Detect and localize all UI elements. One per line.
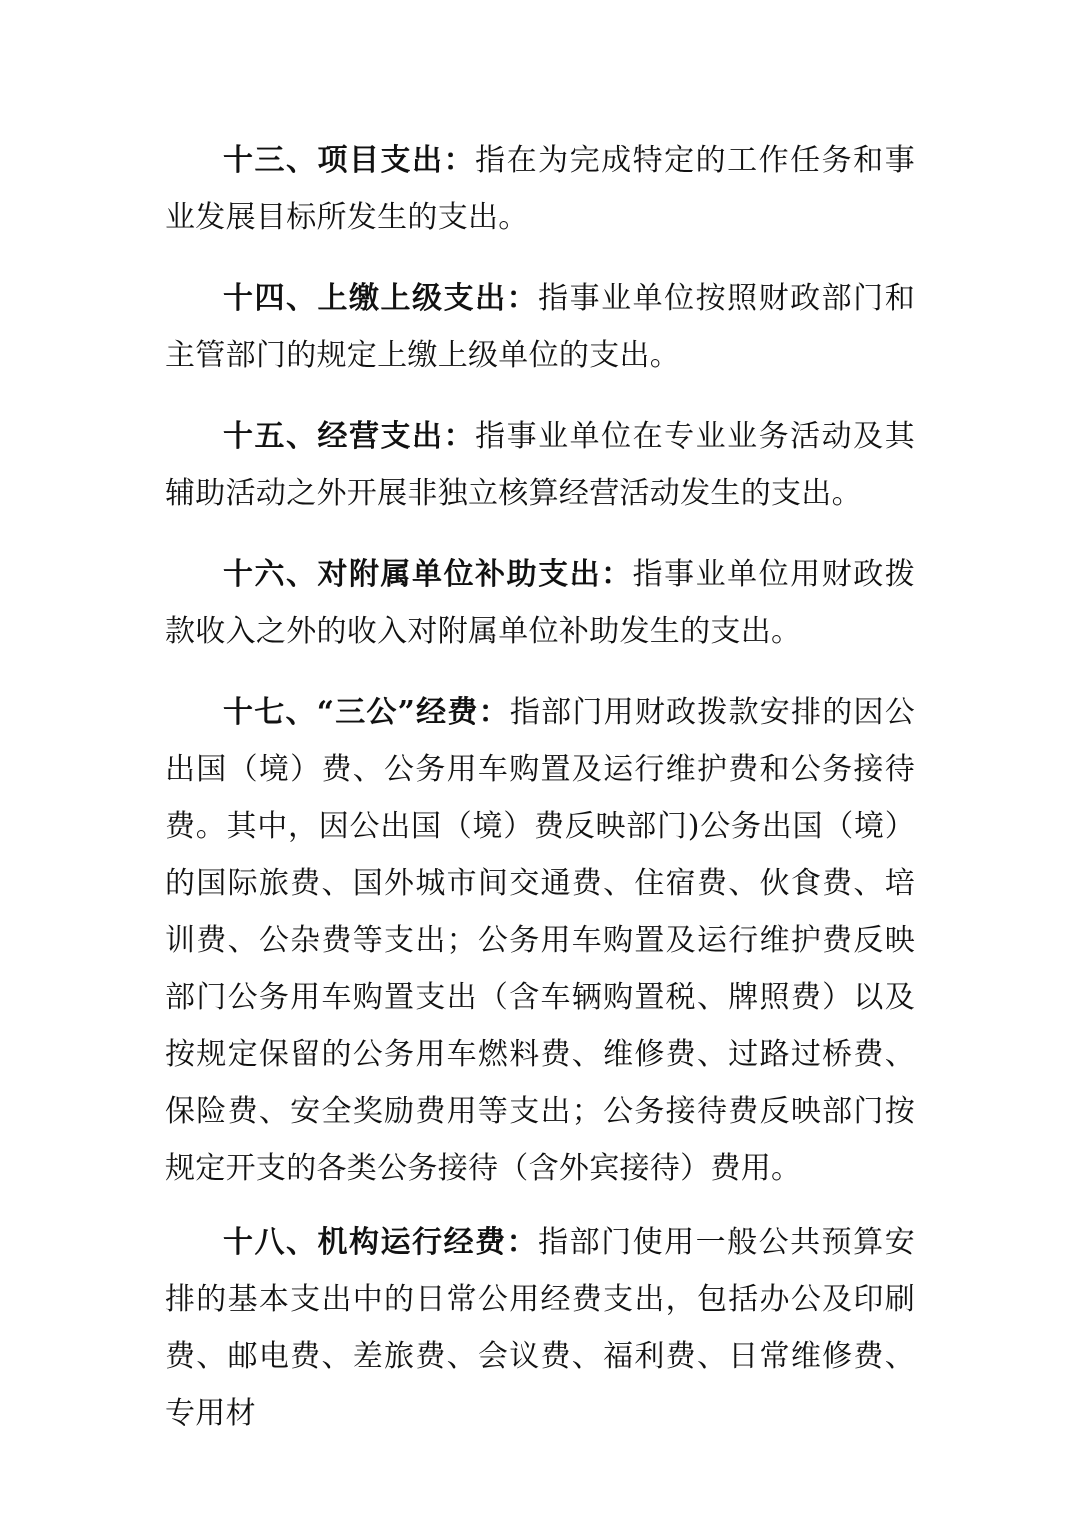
paragraph-operating-expenditure	[165, 408, 915, 522]
paragraph-subsidiary-subsidy	[165, 546, 915, 660]
paragraph-institution-operating-funds	[165, 1214, 915, 1442]
paragraph-text: 指部门用财政拨款安排的因公出国（境）费、公务用车购置及运行维护费和公务接待费。其中，因公出国（境）费反映部门)公务出国（境）的国际旅费、国外城市间交通费、住宿费、伙食费、培训费、公杂费等支出；公务用车购置及运行维护费反映部门公务用车购置支出（含车辆购置税、牌照费）以及按规定保留的公务用车燃料费、维修费、过路过桥费、保险费、安全奖励费用等支出；公务接待费反映部门按规定开支的各类公务接待（含外宾接待）费用。	[165, 695, 915, 1186]
paragraph-text: 指事业单位在专业业务活动及其辅助活动之外开展非独立核算经营活动发生的支出。	[165, 419, 915, 511]
paragraph-text: 指在为完成特定的工作任务和事业发展目标所发生的支出。	[165, 143, 915, 235]
paragraph-term: 十七、“三公”经费：	[223, 695, 510, 730]
paragraph-text: 指部门使用一般公共预算安排的基本支出中的日常公用经费支出，包括办公及印刷费、邮电费、差旅费、会议费、福利费、日常维修费、专用材	[165, 1225, 915, 1431]
paragraph-text: 指事业单位用财政拨款收入之外的收入对附属单位补助发生的支出。	[165, 557, 915, 649]
paragraph-text: 指事业单位按照财政部门和主管部门的规定上缴上级单位的支出。	[165, 281, 915, 373]
paragraph-term: 十八、机构运行经费：	[223, 1225, 539, 1260]
paragraph-remittance-to-superior	[165, 270, 915, 384]
paragraph-term: 十五、经营支出：	[223, 419, 476, 454]
paragraph-project-expenditure	[165, 132, 915, 246]
paragraph-three-public-expenses	[165, 684, 915, 1197]
paragraph-term: 十四、上缴上级支出：	[223, 281, 539, 316]
paragraph-term: 十三、项目支出：	[223, 143, 476, 178]
paragraph-term: 十六、对附属单位补助支出：	[223, 557, 633, 592]
